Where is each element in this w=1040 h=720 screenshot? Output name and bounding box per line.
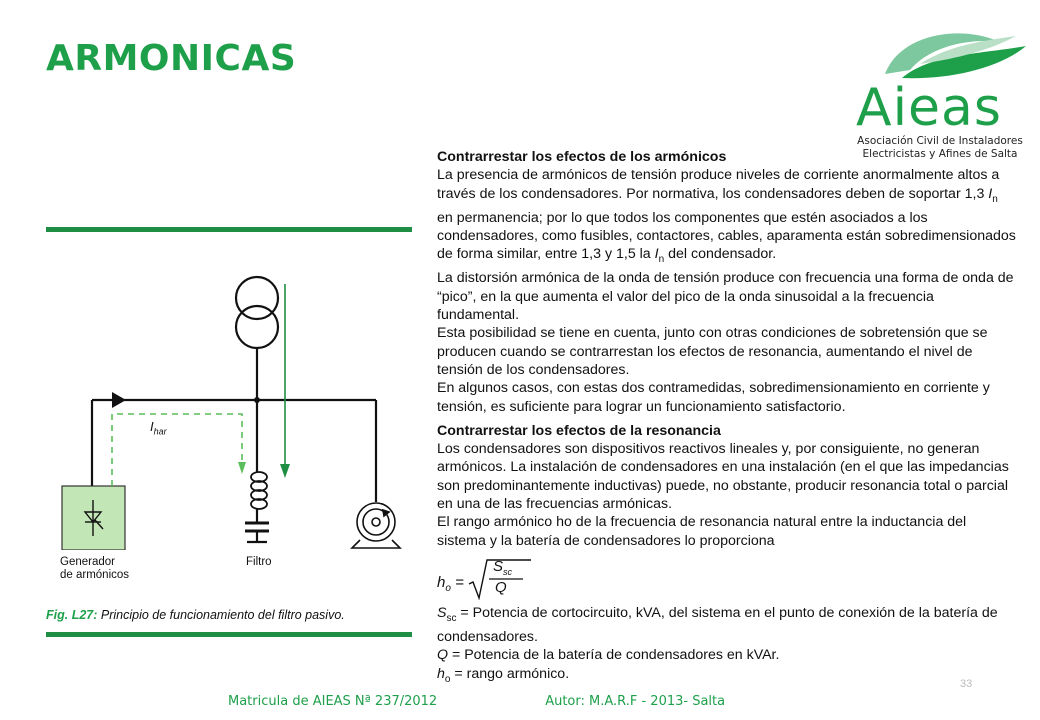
generator-label [60, 556, 129, 582]
transformer-secondary-coil [236, 306, 278, 348]
logo-subtitle-line-1: Asociación Civil de Instaladores [857, 135, 1023, 147]
resonance-formula: $h_o$ = $S_{sc}$ Q [437, 556, 1017, 600]
bottom-rule [46, 632, 412, 637]
capacitor-icon [245, 523, 269, 531]
harmonic-current-path [112, 414, 242, 486]
footer-registration: Matricula de AIEAS Nª 237/2012 [228, 694, 438, 709]
definition-ssc: $S_{sc}$ = Potencia de cortocircuito, kVA, del sistema en el punto de conexión de la batería de condensadores. [437, 604, 998, 646]
footer [228, 694, 725, 709]
logo-subtitle-line-2: Electricistas y Afines de Salta [862, 148, 1018, 160]
figure-caption [46, 608, 345, 622]
section-1-paragraph-3: Esta posibilidad se tiene en cuenta, junto con otras condiciones de sobretensión que se producen cuando se contrarrestan los efectos de resonancia, aumentando el nivel de tensión de los condensadores. [437, 325, 988, 378]
filter-label: Filtro [246, 556, 272, 568]
generator-label-line-2: de armónicos [60, 569, 130, 581]
caption-ref: Fig. L27: [46, 608, 98, 622]
passive-filter-diagram [40, 250, 412, 581]
caption-text: Principio de funcionamiento del filtro pasivo. [97, 608, 345, 622]
harmonic-current-label: $I_{har}$ [150, 419, 167, 437]
body-text [437, 148, 1017, 689]
top-rule [46, 227, 412, 232]
inductor-icon [251, 472, 267, 509]
aieas-logo [840, 24, 1030, 164]
logo-wordmark: Aieas [856, 78, 1002, 138]
current-arrow-icon [112, 392, 126, 408]
circuit-drawing [40, 250, 412, 550]
section-2-heading: Contrarrestar los efectos de la resonancia [437, 422, 721, 439]
section-1-heading: Contrarrestar los efectos de los armónicos [437, 149, 727, 165]
harmonic-arrow-icon [238, 462, 246, 474]
footer-author: Autor: M.A.R.F - 2013- Salta [545, 694, 726, 709]
page-title: ARMONICAS [46, 38, 297, 79]
generator-label-line-1: Generador [60, 556, 115, 568]
section-1-paragraph-1: La presencia de armónicos de tensión produce niveles de corriente anormalmente altos a través de los condensadores. Por normativa, los condensadores deben de soportar 1,3 $I_n$ en permanencia; por lo que todos los componentes que estén asociados a los condensadores, como fusibles, contactores, cables, aparamenta están sobredimensionados de forma similar, entre 1,3 y 1,5 la $I_n$ del condensador. [437, 167, 1016, 266]
fundamental-arrow-icon [280, 464, 290, 478]
definition-ho: $h_o$ = rango armónico. [437, 665, 570, 685]
definition-q: Q = Potencia de la batería de condensadores en kVAr. [437, 647, 780, 664]
section-1-paragraph-4: En algunos casos, con estas dos contramedidas, sobredimensionamiento en corriente y tensión, es suficiente para lograr un funcionamiento satisfactorio. [437, 380, 990, 415]
page-number: 33 [960, 678, 973, 690]
motor-icon [352, 503, 400, 548]
section-1-paragraph-2: La distorsión armónica de la onda de tensión produce con frecuencia una forma de onda de “pico”, en la que aumenta el valor del pico de la onda sinusoidal a la frecuencia fundamental. [437, 270, 1014, 324]
section-2-paragraph-1: Los condensadores son dispositivos reactivos lineales y, por consiguiente, no generan armónicos. La instalación de condensadores en una instalación (en el que las impedancias son predominantemente inductivas) puede, no obstante, producir resonancia total o parcial en una de las frecuencias armónicas. [437, 441, 1009, 512]
section-2-paragraph-2: El rango armónico ho de la frecuencia de resonancia natural entre la inductancia del sistema y la batería de condensadores lo proporciona [437, 514, 967, 549]
